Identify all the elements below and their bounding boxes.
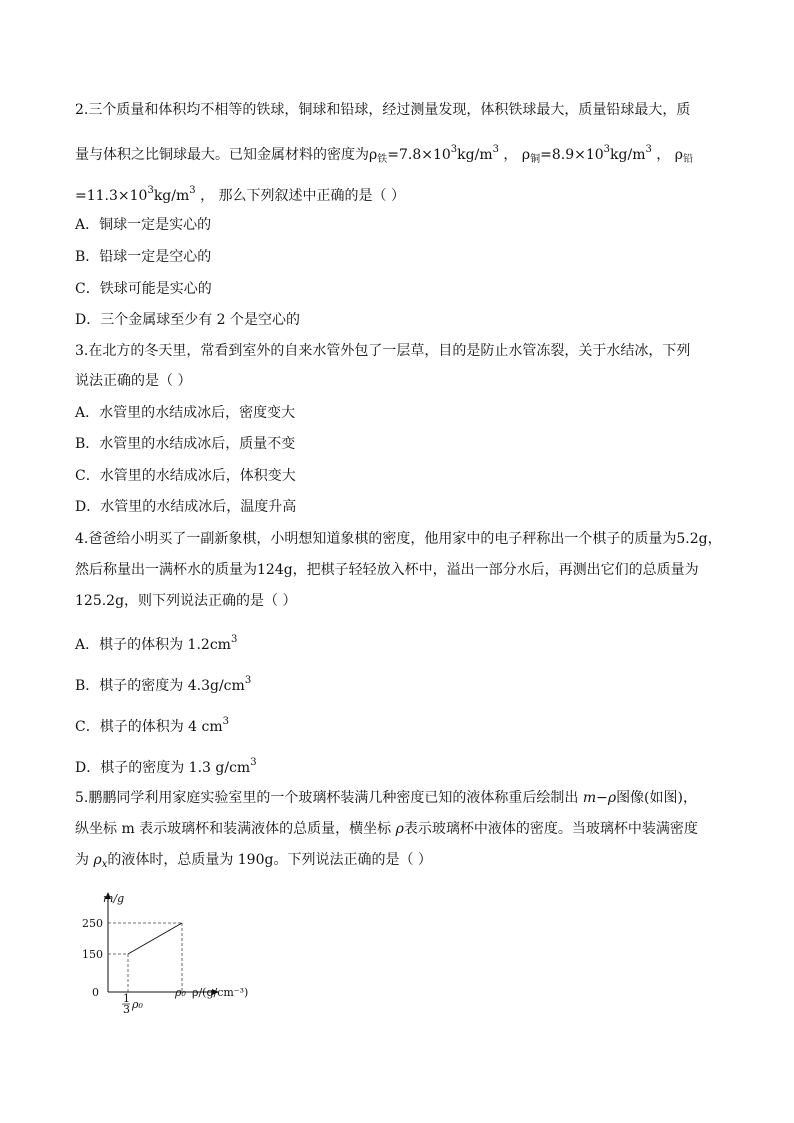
- q2-option-b: B．铅球一定是空心的: [75, 249, 212, 265]
- origin-label: 0: [92, 986, 99, 999]
- q4-option-a: A．棋子的体积为 $1.2cm^3$: [75, 634, 238, 653]
- q4-line-1: 4.爸爸给小明买了一副新象棋，小明想知道象棋的密度，他用家中的电子秤称出一个棋子的质量为5.2g，: [75, 531, 722, 547]
- y-tick-250: 250: [82, 917, 103, 930]
- x-tick-rho0: ρ₀: [175, 986, 186, 999]
- q2-option-d: D．三个金属球至少有 2 个是空心的: [75, 312, 301, 328]
- x-tick-frac-den: 3: [123, 1003, 130, 1016]
- q3-option-d: D．水管里的水结成冰后，温度升高: [75, 499, 297, 515]
- x-tick-frac-num: 1: [123, 992, 130, 1005]
- q5-line-1: 5.鹏鹏同学利用家庭实验室里的一个玻璃杯装满几种密度已知的液体称重后绘制出 m−ρ图像(如图)，: [75, 790, 697, 806]
- q2-line-1: 2.三个质量和体积均不相等的铁球，铜球和铅球，经过测量发现，体积铁球最大，质量铅球最大，质: [75, 102, 691, 118]
- y-tick-150: 150: [82, 948, 103, 961]
- q4-option-c: C．棋子的体积为 4 $cm^3$: [75, 716, 230, 735]
- q3-option-a: A．水管里的水结成冰后，密度变大: [75, 405, 296, 421]
- y-axis-label: m/g: [103, 892, 125, 905]
- q2-option-c: C．铁球可能是实心的: [75, 281, 212, 297]
- q2-line-3: $=11.3\times 10^3kg/m^3$ ， 那么下列叙述中正确的是（ ）: [75, 185, 405, 204]
- q4-line-3: 125.2g，则下列说法正确的是（ ）: [75, 593, 297, 609]
- q3-line-2: 说法正确的是（ ）: [75, 373, 192, 389]
- q2-option-a: A．铜球一定是实心的: [75, 217, 212, 233]
- x-tick-frac-rho: ρ₀: [132, 998, 143, 1011]
- q5-line-2: 纵坐标 m 表示玻璃杯和装满液体的总质量，横坐标 ρ表示玻璃杯中液体的密度。当玻璃杯中装满密度: [75, 821, 698, 837]
- m-rho-line: [128, 923, 182, 954]
- x-axis-label: ρ/(g/cm⁻³): [192, 986, 249, 999]
- q4-option-d: D．棋子的密度为 1.3 $g/cm^3$: [75, 757, 257, 776]
- q5-line-3: 为 $\rho_x$的液体时，总质量为 190g。下列说法正确的是（ ）: [75, 852, 432, 870]
- q3-option-b: B．水管里的水结成冰后，质量不变: [75, 436, 296, 452]
- q4-option-b: B．棋子的密度为 $4.3g/cm^3$: [75, 675, 252, 694]
- q2-line-2: 量与体积之比铜球最大。已知金属材料的密度为$\rho_铁=7.8\times 10^3kg/m^3$ ， $\rho_铜=8.9\times 10^3kg/m^3$ ， $\rho_铅$: [75, 144, 693, 165]
- m-rho-graph: [80, 890, 280, 1020]
- q3-line-1: 3.在北方的冬天里，常看到室外的自来水管外包了一层草，目的是防止水管冻裂，关于水结冰，下列: [75, 343, 691, 359]
- q4-line-2: 然后称量出一满杯水的质量为124g，把棋子轻轻放入杯中，溢出一部分水后，再测出它们的总质量为: [75, 562, 699, 578]
- q3-option-c: C．水管里的水结成冰后，体积变大: [75, 468, 296, 484]
